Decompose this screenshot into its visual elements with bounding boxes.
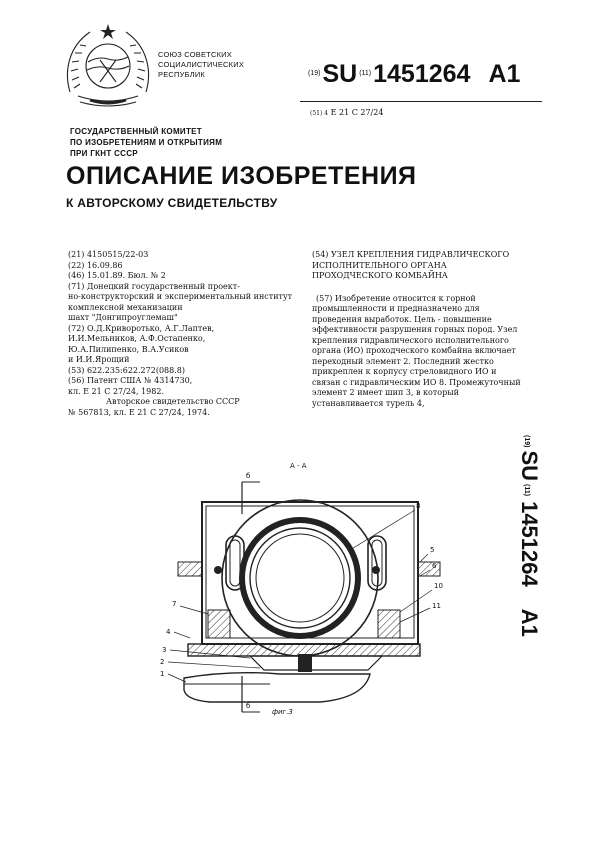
issuing-committee: ГОСУДАРСТВЕННЫЙ КОМИТЕТ ПО ИЗОБРЕТЕНИЯМ И ОТКРЫТИЯМ ПРИ ГКНТ СССР: [70, 127, 223, 158]
abstract-text: (57) Изобретение относится к горной промышленности и предназначено для проведения выработок. Цель - повышение эффективности разрушения горных пород. Узел крепления гидравлического исполнительного органа (ИО) проходческого комбайна включает переходный элемент 2. Последний жестко прикреплен к корпусу стреловидного ИО и связан с гидравлическим ИО 8. Промежуточный элемент 2 имеет шип 3, в который устанавливается турель 4,: [312, 293, 521, 408]
section-drawing: [150, 462, 450, 724]
bearing-ring: [242, 520, 358, 636]
left-lug: [178, 562, 202, 576]
callout-2: 2: [160, 658, 165, 666]
invention-text: [312, 250, 527, 409]
bibliographic-data: (21) 4150515/22-03 (22) 16.09.86 (46) 15.01.89. Бюл. № 2 (71) Донецкий государственный проект- но-конструкторский и экспериментальный институт комплексной механизации шахт "Донгипроуглемаш" (72) О.Д.Криворотько, А.Г.Лаптев, И.И.Мельников, А.Ф.Остапенко, Ю.А.Пилипенко, В.А.Усиков и И.И.Ярощий (53) 622.235:622.272(088.8) (56) Патент США № 4314730, кл. E 21 C 27/24, 1982. Авторское свидетельство СССР № 567813, кл. E 21 C 27/24, 1974.: [68, 250, 293, 417]
technical-drawing: [150, 462, 450, 724]
su-code: SU: [322, 60, 358, 88]
invention-title: (54) УЗЕЛ КРЕПЛЕНИЯ ГИДРАВЛИЧЕСКОГО ИСПОЛНИТЕЛЬНОГО ОРГАНА ПРОХОДЧЕСКОГО КОМБАЙНА: [312, 250, 510, 280]
left-cylinder: [208, 610, 230, 638]
header-rule: [300, 101, 542, 102]
callout-11: 11: [432, 602, 441, 610]
cut-mark-bottom: б: [246, 702, 251, 710]
callout-4: 4: [166, 628, 171, 636]
document-subtitle: К АВТОРСКОМУ СВИДЕТЕЛЬСТВУ: [66, 196, 278, 210]
callout-6: 6: [432, 562, 437, 570]
left-pin: [214, 566, 222, 574]
section-label: А - А: [290, 462, 307, 470]
callout-1: 1: [160, 670, 165, 678]
callout-7: 7: [172, 600, 177, 608]
country-name: СОЮЗ СОВЕТСКИХ СОЦИАЛИСТИЧЕСКИХ РЕСПУБЛИК: [158, 50, 245, 79]
inner-bore: [256, 534, 344, 622]
right-pin: [372, 566, 380, 574]
publication-number: $^{(19)}$SU $^{(11)}$1451264 A1: [308, 60, 521, 88]
ussr-emblem-icon: [60, 22, 156, 110]
ipc-classification: (51) 4 E 21 C 27/24: [310, 108, 384, 117]
callout-8: 8: [416, 502, 421, 510]
side-publication-number: (19)SU(11)1451264A1: [517, 435, 542, 637]
figure-caption: фиг.3: [272, 708, 293, 716]
right-lug: [418, 562, 440, 576]
right-cylinder: [378, 610, 400, 638]
callout-3: 3: [162, 646, 167, 654]
kind-code: A1: [488, 60, 521, 88]
boom-body: [184, 673, 370, 702]
outer-ring: [222, 500, 378, 656]
document-title: ОПИСАНИЕ ИЗОБРЕТЕНИЯ: [66, 162, 417, 190]
callout-10: 10: [434, 582, 443, 590]
callout-5: 5: [430, 546, 435, 554]
spigot: [250, 656, 382, 670]
patent-number: 1451264: [373, 60, 471, 88]
cut-mark-top: б: [246, 472, 251, 480]
